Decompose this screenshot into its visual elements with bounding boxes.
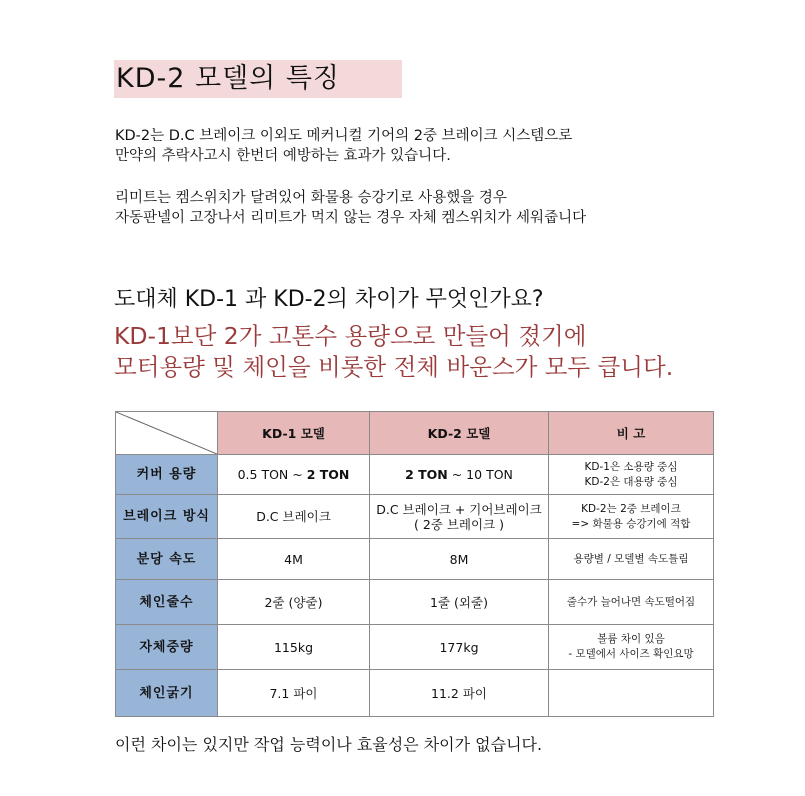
closing-text: 이런 차이는 있지만 작업 능력이나 효율성은 차이가 없습니다. — [115, 735, 543, 754]
limit-line-2: 자동판넬이 고장나서 리미트가 먹지 않는 경우 자체 켐스위치가 세워줍니다 — [115, 210, 587, 226]
header-note: 비 고 — [549, 412, 714, 455]
note-value: 줄수가 늘어나면 속도떨어짐 — [549, 580, 714, 625]
page-title: KD-2 모델의 특징 — [114, 60, 402, 98]
limit-paragraph — [115, 188, 586, 228]
table-row — [116, 625, 714, 670]
kd2-value: 11.2 파이 — [370, 670, 549, 717]
comparison-table — [115, 411, 714, 717]
kd2-value: 1줄 (외줄) — [370, 580, 549, 625]
intro-paragraph — [115, 126, 572, 166]
row-label: 브레이크 방식 — [116, 495, 218, 539]
table-row — [116, 455, 714, 495]
kd2-value: 177kg — [370, 625, 549, 670]
kd1-value: D.C 브레이크 — [218, 495, 370, 539]
intro-line-1: KD-2는 D.C 브레이크 이외도 메커니컬 기어의 2중 브레이크 시스템으로 — [115, 128, 573, 144]
note-value: 볼륨 차이 있음 - 모델에서 사이즈 확인요망 — [549, 625, 714, 670]
kd1-value: 4M — [218, 539, 370, 580]
kd2-value: D.C 브레이크 + 기어브레이크 ( 2중 브레이크 ) — [370, 495, 549, 539]
row-label: 체인줄수 — [116, 580, 218, 625]
kd1-value: 7.1 파이 — [218, 670, 370, 717]
question-heading: 도대체 KD-1 과 KD-2의 차이가 무엇인가요? — [114, 287, 544, 312]
answer-text — [114, 321, 673, 383]
note-value: KD-1은 소용량 중심 KD-2은 대용량 중심 — [549, 455, 714, 495]
kd1-value: 0.5 TON ~ 2 TON — [218, 455, 370, 495]
header-kd1: KD-1 모델 — [218, 412, 370, 455]
row-label: 체인굵기 — [116, 670, 218, 717]
kd1-value: 115kg — [218, 625, 370, 670]
row-label: 커버 용량 — [116, 455, 218, 495]
kd1-value: 2줄 (양줄) — [218, 580, 370, 625]
kd2-value: 2 TON ~ 10 TON — [370, 455, 549, 495]
header-kd2: KD-2 모델 — [370, 412, 549, 455]
answer-line-2: 모터용량 및 체인을 비롯한 전체 바운스가 모두 큽니다. — [114, 353, 674, 381]
table-row — [116, 580, 714, 625]
note-value: KD-2는 2중 브레이크 => 화물용 승강기에 적합 — [549, 495, 714, 539]
table-row — [116, 539, 714, 580]
table-header-row — [116, 412, 714, 455]
table-row — [116, 670, 714, 717]
note-value — [549, 670, 714, 717]
answer-line-1: KD-1보단 2가 고톤수 용량으로 만들어 졌기에 — [114, 322, 587, 350]
corner-cell — [116, 412, 218, 455]
table-row — [116, 495, 714, 539]
note-value: 용량별 / 모델별 속도틀림 — [549, 539, 714, 580]
row-label: 자체중량 — [116, 625, 218, 670]
row-label: 분당 속도 — [116, 539, 218, 580]
intro-line-2: 만약의 추락사고시 한번더 예방하는 효과가 있습니다. — [115, 148, 451, 164]
limit-line-1: 리미트는 켐스위치가 달려있어 화물용 승강기로 사용했을 경우 — [115, 190, 507, 206]
kd2-value: 8M — [370, 539, 549, 580]
diagonal-line-icon — [116, 412, 217, 454]
